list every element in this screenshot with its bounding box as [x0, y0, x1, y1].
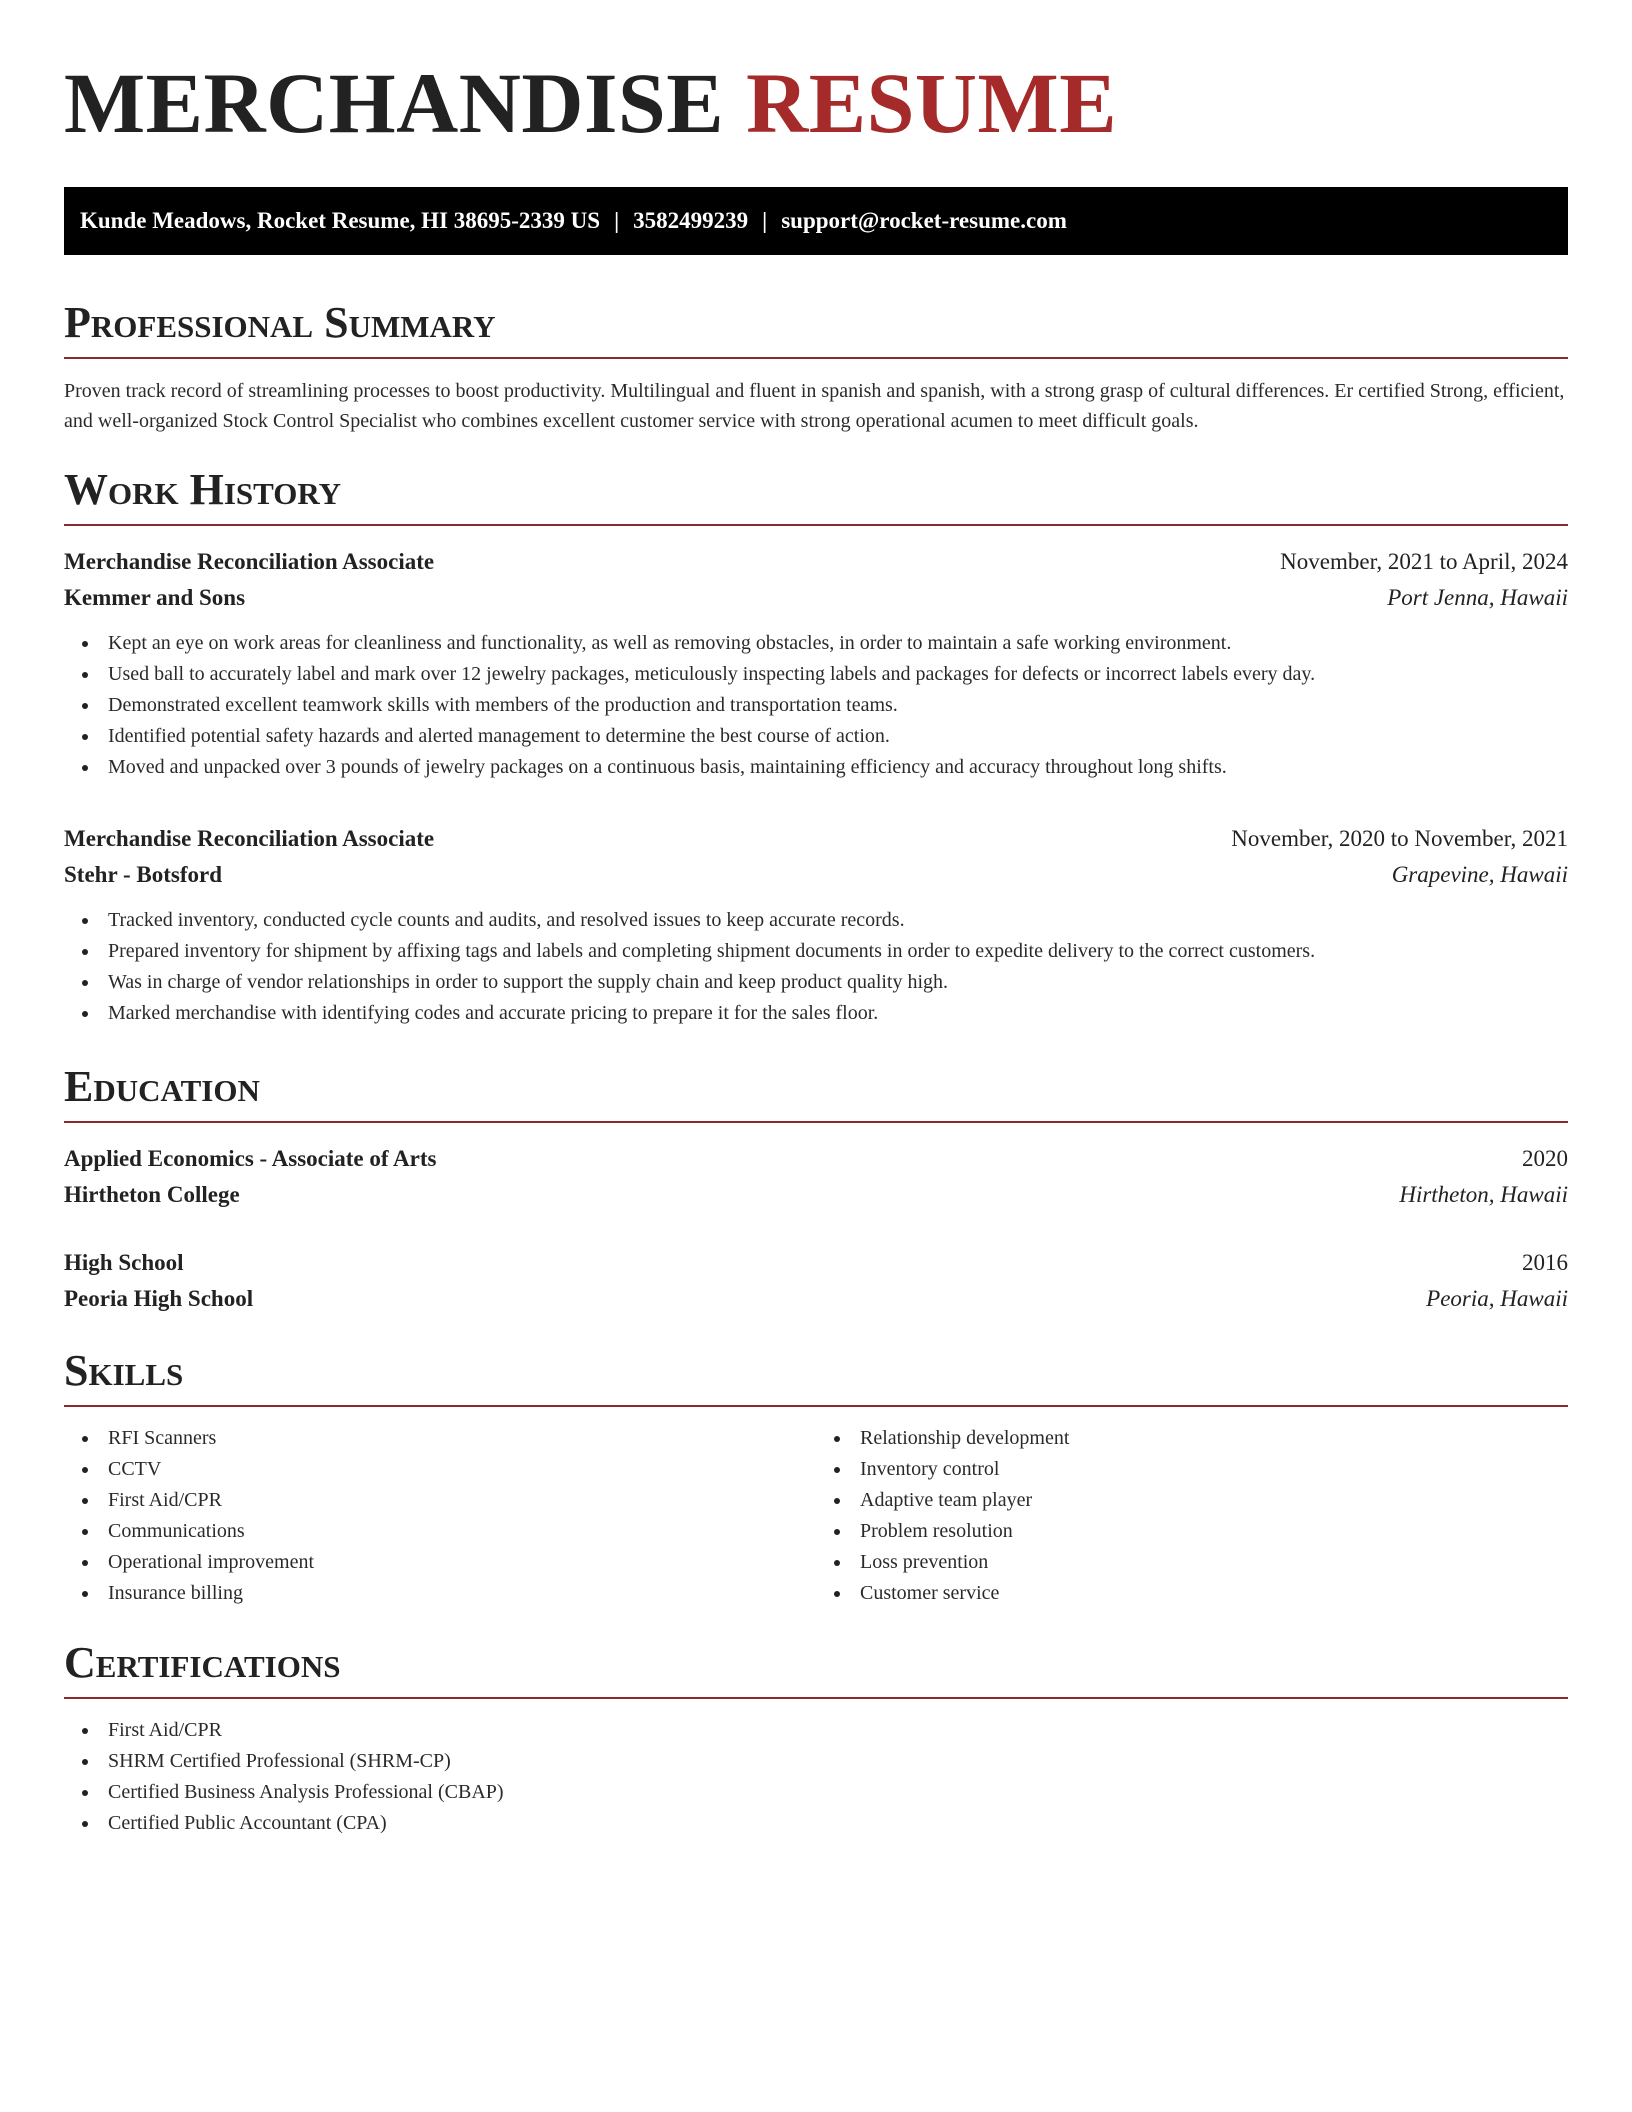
skills-grid — [64, 1423, 1568, 1609]
certifications-section — [64, 1715, 1568, 1839]
job-bullet: Moved and unpacked over 3 pounds of jewelry packages on a continuous basis, maintaining efficiency and accuracy throughout long shifts. — [108, 752, 1568, 783]
title-main: MERCHANDISE — [64, 55, 725, 151]
skill-item: Operational improvement — [108, 1547, 816, 1578]
job-bullet: Identified potential safety hazards and alerted management to determine the best course of action. — [108, 721, 1568, 752]
job-header-row — [64, 821, 1568, 857]
education-school: Hirtheton College — [64, 1182, 240, 1207]
education-degree-row — [64, 1141, 1568, 1177]
resume-title — [64, 48, 1568, 158]
summary-text: Proven track record of streamlining processes to boost productivity. Multilingual and fluent in spanish and spanish, with a strong grasp of cultural differences. Er certified Strong, efficient, and well-organized Stock Control Specialist who combines excellent customer service with strong operational acumen to meet difficult goals. — [64, 380, 1565, 432]
education-location: Hirtheton, Hawaii — [1399, 1182, 1568, 1207]
job-header-row — [64, 544, 1568, 580]
education-location: Peoria, Hawaii — [1426, 1286, 1568, 1311]
contact-separator: | — [614, 208, 620, 233]
certification-item: Certified Business Analysis Professional (CBAP) — [108, 1777, 1568, 1808]
job-company: Kemmer and Sons — [64, 585, 246, 610]
skill-item: First Aid/CPR — [108, 1485, 816, 1516]
job-bullet: Kept an eye on work areas for cleanliness and functionality, as well as removing obstacles, in order to maintain a safe working environment. — [108, 628, 1568, 659]
section-heading-education: Education — [64, 1061, 1568, 1123]
section-heading-skills: Skills — [64, 1345, 1568, 1407]
section-heading-certifications: Certifications — [64, 1637, 1568, 1699]
job-bullet: Demonstrated excellent teamwork skills with members of the production and transportation teams. — [108, 690, 1568, 721]
title-accent: RESUME — [746, 55, 1118, 151]
skills-list-right — [816, 1423, 1568, 1609]
job-title: Merchandise Reconciliation Associate — [64, 826, 435, 851]
contact-bar — [64, 187, 1568, 255]
certification-item: Certified Public Accountant (CPA) — [108, 1808, 1568, 1839]
skill-item: Insurance billing — [108, 1578, 816, 1609]
job-bullet: Used ball to accurately label and mark over 12 jewelry packages, meticulously inspecting labels and packages for defects or incorrect labels every day. — [108, 659, 1568, 690]
education-degree-row — [64, 1245, 1568, 1281]
contact-email: support@rocket-resume.com — [781, 208, 1067, 233]
certification-item: First Aid/CPR — [108, 1715, 1568, 1746]
job-bullet: Marked merchandise with identifying codes and accurate pricing to prepare it for the sales floor. — [108, 998, 1568, 1029]
job-bullet: Prepared inventory for shipment by affixing tags and labels and completing shipment documents in order to expedite delivery to the correct customers. — [108, 936, 1568, 967]
skill-item: Problem resolution — [860, 1516, 1568, 1547]
contact-address: Kunde Meadows, Rocket Resume, HI 38695-2339 US — [80, 208, 601, 233]
section-heading-summary: Professional Summary — [64, 297, 1568, 359]
contact-phone: 3582499239 — [633, 208, 749, 233]
section-heading-work-history: Work History — [64, 464, 1568, 526]
skill-item: RFI Scanners — [108, 1423, 816, 1454]
education-school-row — [64, 1281, 1568, 1317]
job-location: Port Jenna, Hawaii — [1387, 585, 1568, 610]
job-bullet: Was in charge of vendor relationships in order to support the supply chain and keep product quality high. — [108, 967, 1568, 998]
certification-item: SHRM Certified Professional (SHRM-CP) — [108, 1746, 1568, 1777]
skill-item: Inventory control — [860, 1454, 1568, 1485]
job-bullets — [64, 905, 1568, 1029]
skills-list-left — [64, 1423, 816, 1609]
education-school: Peoria High School — [64, 1286, 254, 1311]
job-bullets — [64, 628, 1568, 783]
education-degree: Applied Economics - Associate of Arts — [64, 1146, 437, 1171]
contact-separator: | — [762, 208, 768, 233]
job-dates: November, 2021 to April, 2024 — [1280, 549, 1568, 574]
job-company-row — [64, 580, 1568, 616]
education-entry — [64, 1245, 1568, 1317]
certifications-list — [64, 1715, 1568, 1839]
skill-item: Customer service — [860, 1578, 1568, 1609]
skill-item: Relationship development — [860, 1423, 1568, 1454]
education-year: 2016 — [1522, 1250, 1568, 1275]
skill-item: Loss prevention — [860, 1547, 1568, 1578]
skill-item: Adaptive team player — [860, 1485, 1568, 1516]
education-school-row — [64, 1177, 1568, 1213]
job-company-row — [64, 857, 1568, 893]
job-location: Grapevine, Hawaii — [1391, 862, 1568, 887]
job-dates: November, 2020 to November, 2021 — [1231, 826, 1568, 851]
skill-item: Communications — [108, 1516, 816, 1547]
job-bullet: Tracked inventory, conducted cycle counts and audits, and resolved issues to keep accurate records. — [108, 905, 1568, 936]
job-company: Stehr - Botsford — [64, 862, 223, 887]
education-year: 2020 — [1522, 1146, 1568, 1171]
skill-item: CCTV — [108, 1454, 816, 1485]
job-entry — [64, 821, 1568, 1029]
job-title: Merchandise Reconciliation Associate — [64, 549, 435, 574]
education-entry — [64, 1141, 1568, 1213]
job-entry — [64, 544, 1568, 783]
education-degree: High School — [64, 1250, 184, 1275]
